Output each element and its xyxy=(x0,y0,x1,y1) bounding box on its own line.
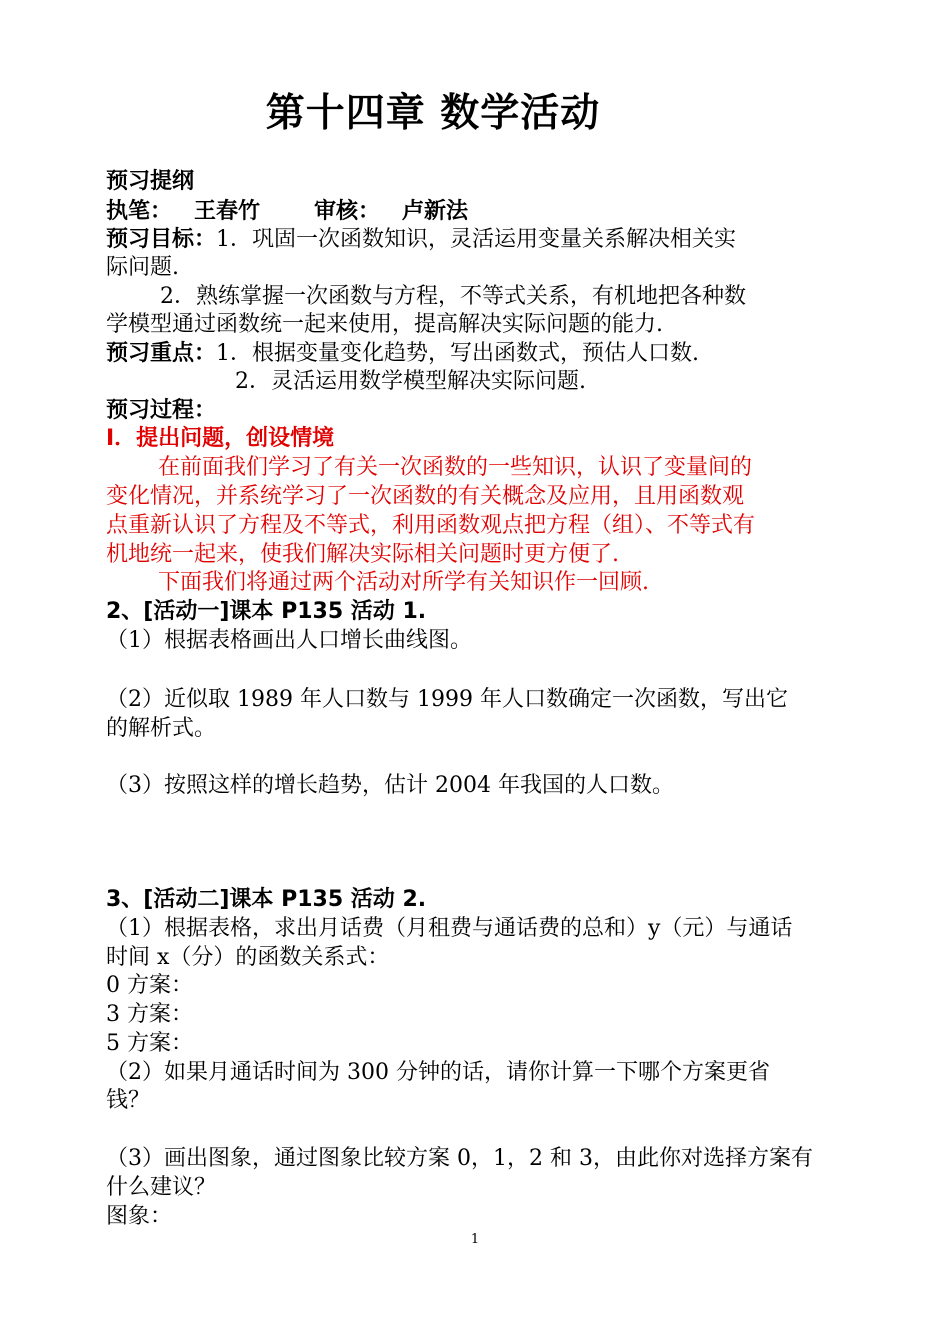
goals-label: 预习目标： xyxy=(106,227,217,252)
section-1-heading: Ⅰ．提出问题，创设情境 xyxy=(106,426,335,451)
section-1-para-line-4: 机地统一起来，使我们解决实际相关问题时更方便了. xyxy=(106,542,619,567)
key-1-text: 1．根据变量变化趋势，写出函数式，预估人口数. xyxy=(216,341,700,366)
activity-2-question-3-line-1: （3）画出图象，通过图象比较方案 0，1，2 和 3，由此你对选择方案有 xyxy=(106,1146,813,1171)
keys-label: 预习重点： xyxy=(106,341,217,366)
plan-5-label: 5 方案： xyxy=(106,1031,193,1056)
activity-2-question-2-line-2: 钱？ xyxy=(106,1088,151,1113)
key-2-text: 2．灵活运用数学模型解决实际问题. xyxy=(235,369,586,394)
activity-2-question-1-line-1: （1）根据表格，求出月话费（月租费与通话费的总和）y（元）与通话 xyxy=(106,916,793,941)
plan-0-label: 0 方案： xyxy=(106,973,193,998)
goal-1-continuation: 际问题. xyxy=(106,255,179,280)
author-line xyxy=(106,198,468,226)
keys-line-1 xyxy=(106,340,699,368)
activity-1-question-1: （1）根据表格画出人口增长曲线图。 xyxy=(106,628,472,653)
graph-label: 图象： xyxy=(106,1204,173,1229)
author-name: 王春竹 xyxy=(194,199,261,224)
section-1-para-2: 下面我们将通过两个活动对所学有关知识作一回顾. xyxy=(158,570,649,595)
goal-2-text: 2．熟练掌握一次函数与方程，不等式关系，有机地把各种数 xyxy=(160,284,746,309)
activity-2-question-3-line-2: 什么建议？ xyxy=(106,1175,217,1200)
section-1-para-line-2: 变化情况，并系统学习了一次函数的有关概念及应用，且用函数观 xyxy=(106,484,745,509)
activity-1-question-2-line-1: （2）近似取 1989 年人口数与 1999 年人口数确定一次函数，写出它 xyxy=(106,687,788,712)
goal-1-text: 1．巩固一次函数知识，灵活运用变量关系解决相关实 xyxy=(216,227,737,252)
outline-heading: 预习提纲 xyxy=(106,169,195,194)
activity-1-question-3: （3）按照这样的增长趋势，估计 2004 年我国的人口数。 xyxy=(106,773,674,798)
goals-line-1 xyxy=(106,226,736,254)
activity-1-heading: 2、[活动一]课本 P135 活动 1. xyxy=(106,599,427,624)
plan-3-label: 3 方案： xyxy=(106,1002,193,1027)
reviewer-name: 卢新法 xyxy=(402,199,469,224)
section-1-para-line-1: 在前面我们学习了有关一次函数的一些知识，认识了变量间的 xyxy=(158,455,753,480)
author-label: 执笔： xyxy=(106,199,173,224)
reviewer-label: 审核： xyxy=(314,199,381,224)
activity-2-heading: 3、[活动二]课本 P135 活动 2. xyxy=(106,887,427,912)
activity-2-question-2-line-1: （2）如果月通话时间为 300 分钟的话，请你计算一下哪个方案更省 xyxy=(106,1060,770,1085)
section-1-para-line-3: 点重新认识了方程及不等式，利用函数观点把方程（组）、不等式有 xyxy=(106,513,756,538)
activity-1-question-2-line-2: 的解析式。 xyxy=(106,716,217,741)
process-label: 预习过程： xyxy=(106,398,217,423)
goal-2-continuation: 学模型通过函数统一起来使用，提高解决实际问题的能力. xyxy=(106,312,663,337)
activity-2-question-1-line-2: 时间 x（分）的函数关系式： xyxy=(106,945,390,970)
page-number: 1 xyxy=(470,1232,480,1247)
page-title: 第十四章 数学活动 xyxy=(265,91,601,136)
